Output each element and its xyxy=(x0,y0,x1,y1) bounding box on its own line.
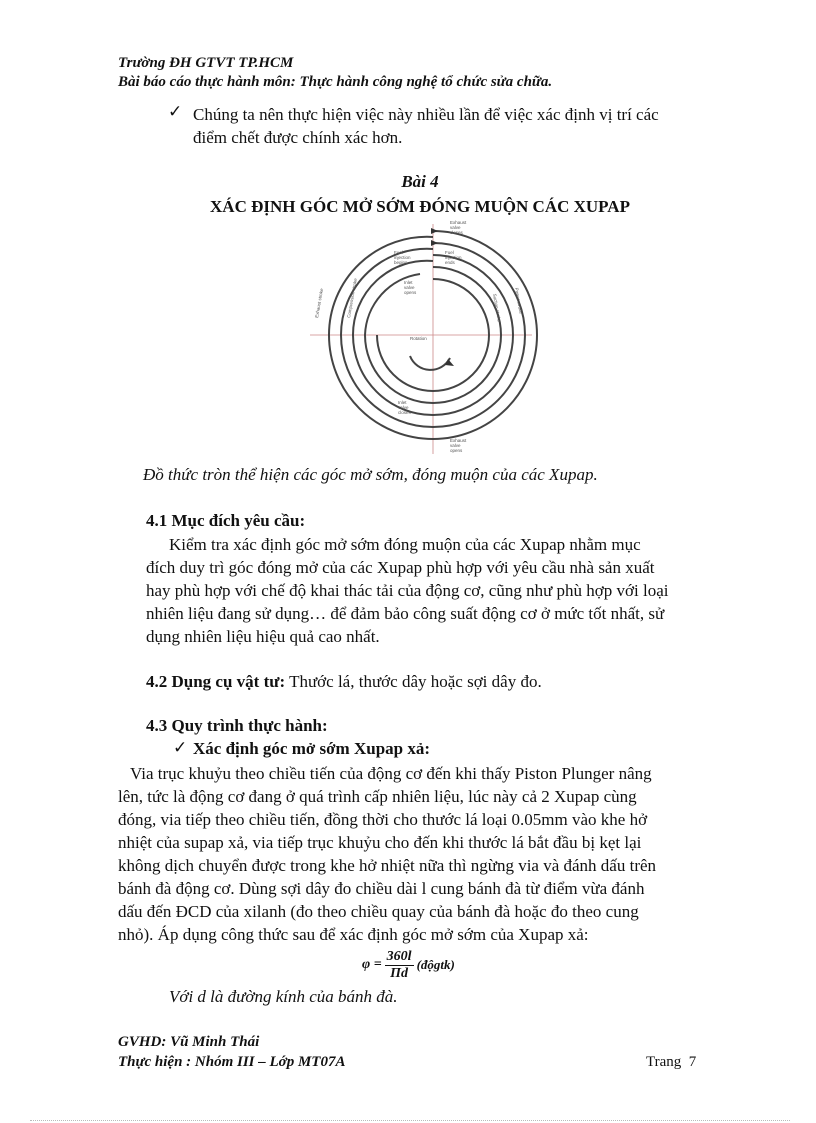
formula-note: Với d là đường kính của bánh đà. xyxy=(169,987,398,1006)
valve-timing-diagram xyxy=(300,218,540,458)
section-4-2-text: Thước lá, thước dây hoặc sợi dây đo. xyxy=(285,672,542,691)
section-4-3-subheading: Xác định góc mở sớm Xupap xả: xyxy=(193,739,431,758)
section-4-1-heading: 4.1 Mục đích yêu cầu: xyxy=(146,511,306,530)
section-4-1-line: nhiên liệu đang sử dụng… để đảm bảo công suất động cơ ở mức tốt nhất, sử xyxy=(146,604,665,623)
label-exhaust-valve-closes: Exhaust xyxy=(450,220,467,225)
section-4-3-line: dấu đến ĐCD của xilanh (đo theo chiều quay của bánh đà hoặc đo theo cung xyxy=(118,902,639,921)
section-4-2-heading: 4.2 Dụng cụ vật tư: xyxy=(146,672,286,691)
footer-gvhd: GVHD: Vũ Minh Thái xyxy=(118,1034,260,1050)
diagram-caption: Đồ thức tròn thể hiện các góc mở sớm, đóng muộn của các Xupap. xyxy=(143,465,598,484)
formula-lhs: φ = xyxy=(362,957,382,972)
svg-text:valve: valve xyxy=(450,225,461,230)
formula-fraction xyxy=(385,949,414,982)
label-exhaust-stroke: Exhaust stroke xyxy=(314,287,325,319)
label-compression-stroke: Compression stroke xyxy=(346,277,358,319)
svg-text:opens: opens xyxy=(404,290,417,295)
section-4-3-line: đóng, via tiếp theo chiều tiến, đồng thời cho thước lá loại 0.05mm vào khe hở xyxy=(118,810,648,829)
svg-text:injection: injection xyxy=(445,255,462,260)
intro-bullet-line1: Chúng ta nên thực hiện việc này nhiều lần để việc xác định vị trí các xyxy=(193,105,659,124)
page-bottom-divider xyxy=(30,1120,790,1121)
svg-text:opens: opens xyxy=(450,448,463,453)
header-school: Trường ĐH GTVT TP.HCM xyxy=(118,55,294,71)
svg-text:closes: closes xyxy=(398,410,411,415)
label-power-stroke: Power stroke xyxy=(514,287,524,315)
svg-text:ends: ends xyxy=(445,260,455,265)
checkmark-icon: ✓ xyxy=(168,102,183,121)
lesson-title: XÁC ĐỊNH GÓC MỞ SỚM ĐÓNG MUỘN CÁC XUPAP xyxy=(210,197,630,216)
label-suction-stroke: Suction stroke xyxy=(492,293,502,323)
section-4-1-line: đích duy trì góc đóng mở của các Xupap phù hợp với yêu cầu nhà sản xuất xyxy=(146,558,655,577)
section-4-3-line: bánh đà động cơ. Dùng sợi dây đo chiều dài l cung bánh đà từ điểm vừa đánh xyxy=(118,879,645,898)
formula xyxy=(362,944,455,986)
section-4-1-line: hay phù hợp với chế độ khai thác tải của động cơ, cũng như phù hợp với loại xyxy=(146,581,669,600)
section-4-1-line: dụng nhiên liệu hiệu quả cao nhất. xyxy=(146,627,380,646)
label-rotation: Rotation xyxy=(410,336,427,341)
svg-text:valve: valve xyxy=(404,285,415,290)
label-inlet-valve-opens: Inlet xyxy=(404,280,413,285)
svg-text:valve: valve xyxy=(398,405,409,410)
svg-text:injection: injection xyxy=(394,255,411,260)
section-4-3-line: nhiệt của supap xả, via tiếp trục khuỷu cho đến khi thước lá bắt đầu bị kẹt lại xyxy=(118,833,642,852)
footer-page-number: Trang 7 xyxy=(646,1054,697,1070)
label-exhaust-valve-opens: Exhaust xyxy=(450,438,467,443)
lesson-number: Bài 4 xyxy=(401,172,439,191)
section-4-3-line: nhỏ). Áp dụng công thức sau để xác định góc mở sớm của Xupap xả: xyxy=(118,925,589,944)
svg-text:begins: begins xyxy=(394,260,408,265)
svg-text:closes: closes xyxy=(450,230,463,235)
section-4-3-heading: 4.3 Quy trình thực hành: xyxy=(146,716,328,735)
label-inlet-valve-closes: Inlet xyxy=(398,400,407,405)
section-4-3-line: Via trục khuỷu theo chiều tiến của động cơ đến khi thấy Piston Plunger nâng xyxy=(130,764,652,783)
section-4-3-line: lên, tức là động cơ đang ở quá trình cấp nhiên liệu, lúc này cả 2 Xupap cùng xyxy=(118,787,637,806)
formula-denominator: Πd xyxy=(390,965,409,981)
checkmark-icon: ✓ xyxy=(173,738,188,757)
label-fuel-injection-begins: Fuel xyxy=(394,250,403,255)
arrow-icons xyxy=(431,228,454,366)
label-fuel-injection-ends: Fuel xyxy=(445,250,454,255)
header-course: Bài báo cáo thực hành môn: Thực hành công nghệ tổ chức sửa chữa. xyxy=(118,74,553,90)
section-4-3-line: không dịch chuyển được trong khe hở nhiệt nữa thì ngừng via và đánh dấu trên xyxy=(118,856,657,875)
formula-numerator: 360l xyxy=(386,948,412,964)
svg-text:valve: valve xyxy=(450,443,461,448)
section-4-2 xyxy=(146,670,542,694)
footer-thuc-hien: Thực hiện : Nhóm III – Lớp MT07A xyxy=(118,1054,346,1070)
intro-bullet-line2: điểm chết được chính xác hơn. xyxy=(193,128,403,147)
section-4-1-line: Kiểm tra xác định góc mở sớm đóng muộn của các Xupap nhằm mục xyxy=(169,535,641,554)
formula-unit: (độgtk) xyxy=(416,957,455,972)
